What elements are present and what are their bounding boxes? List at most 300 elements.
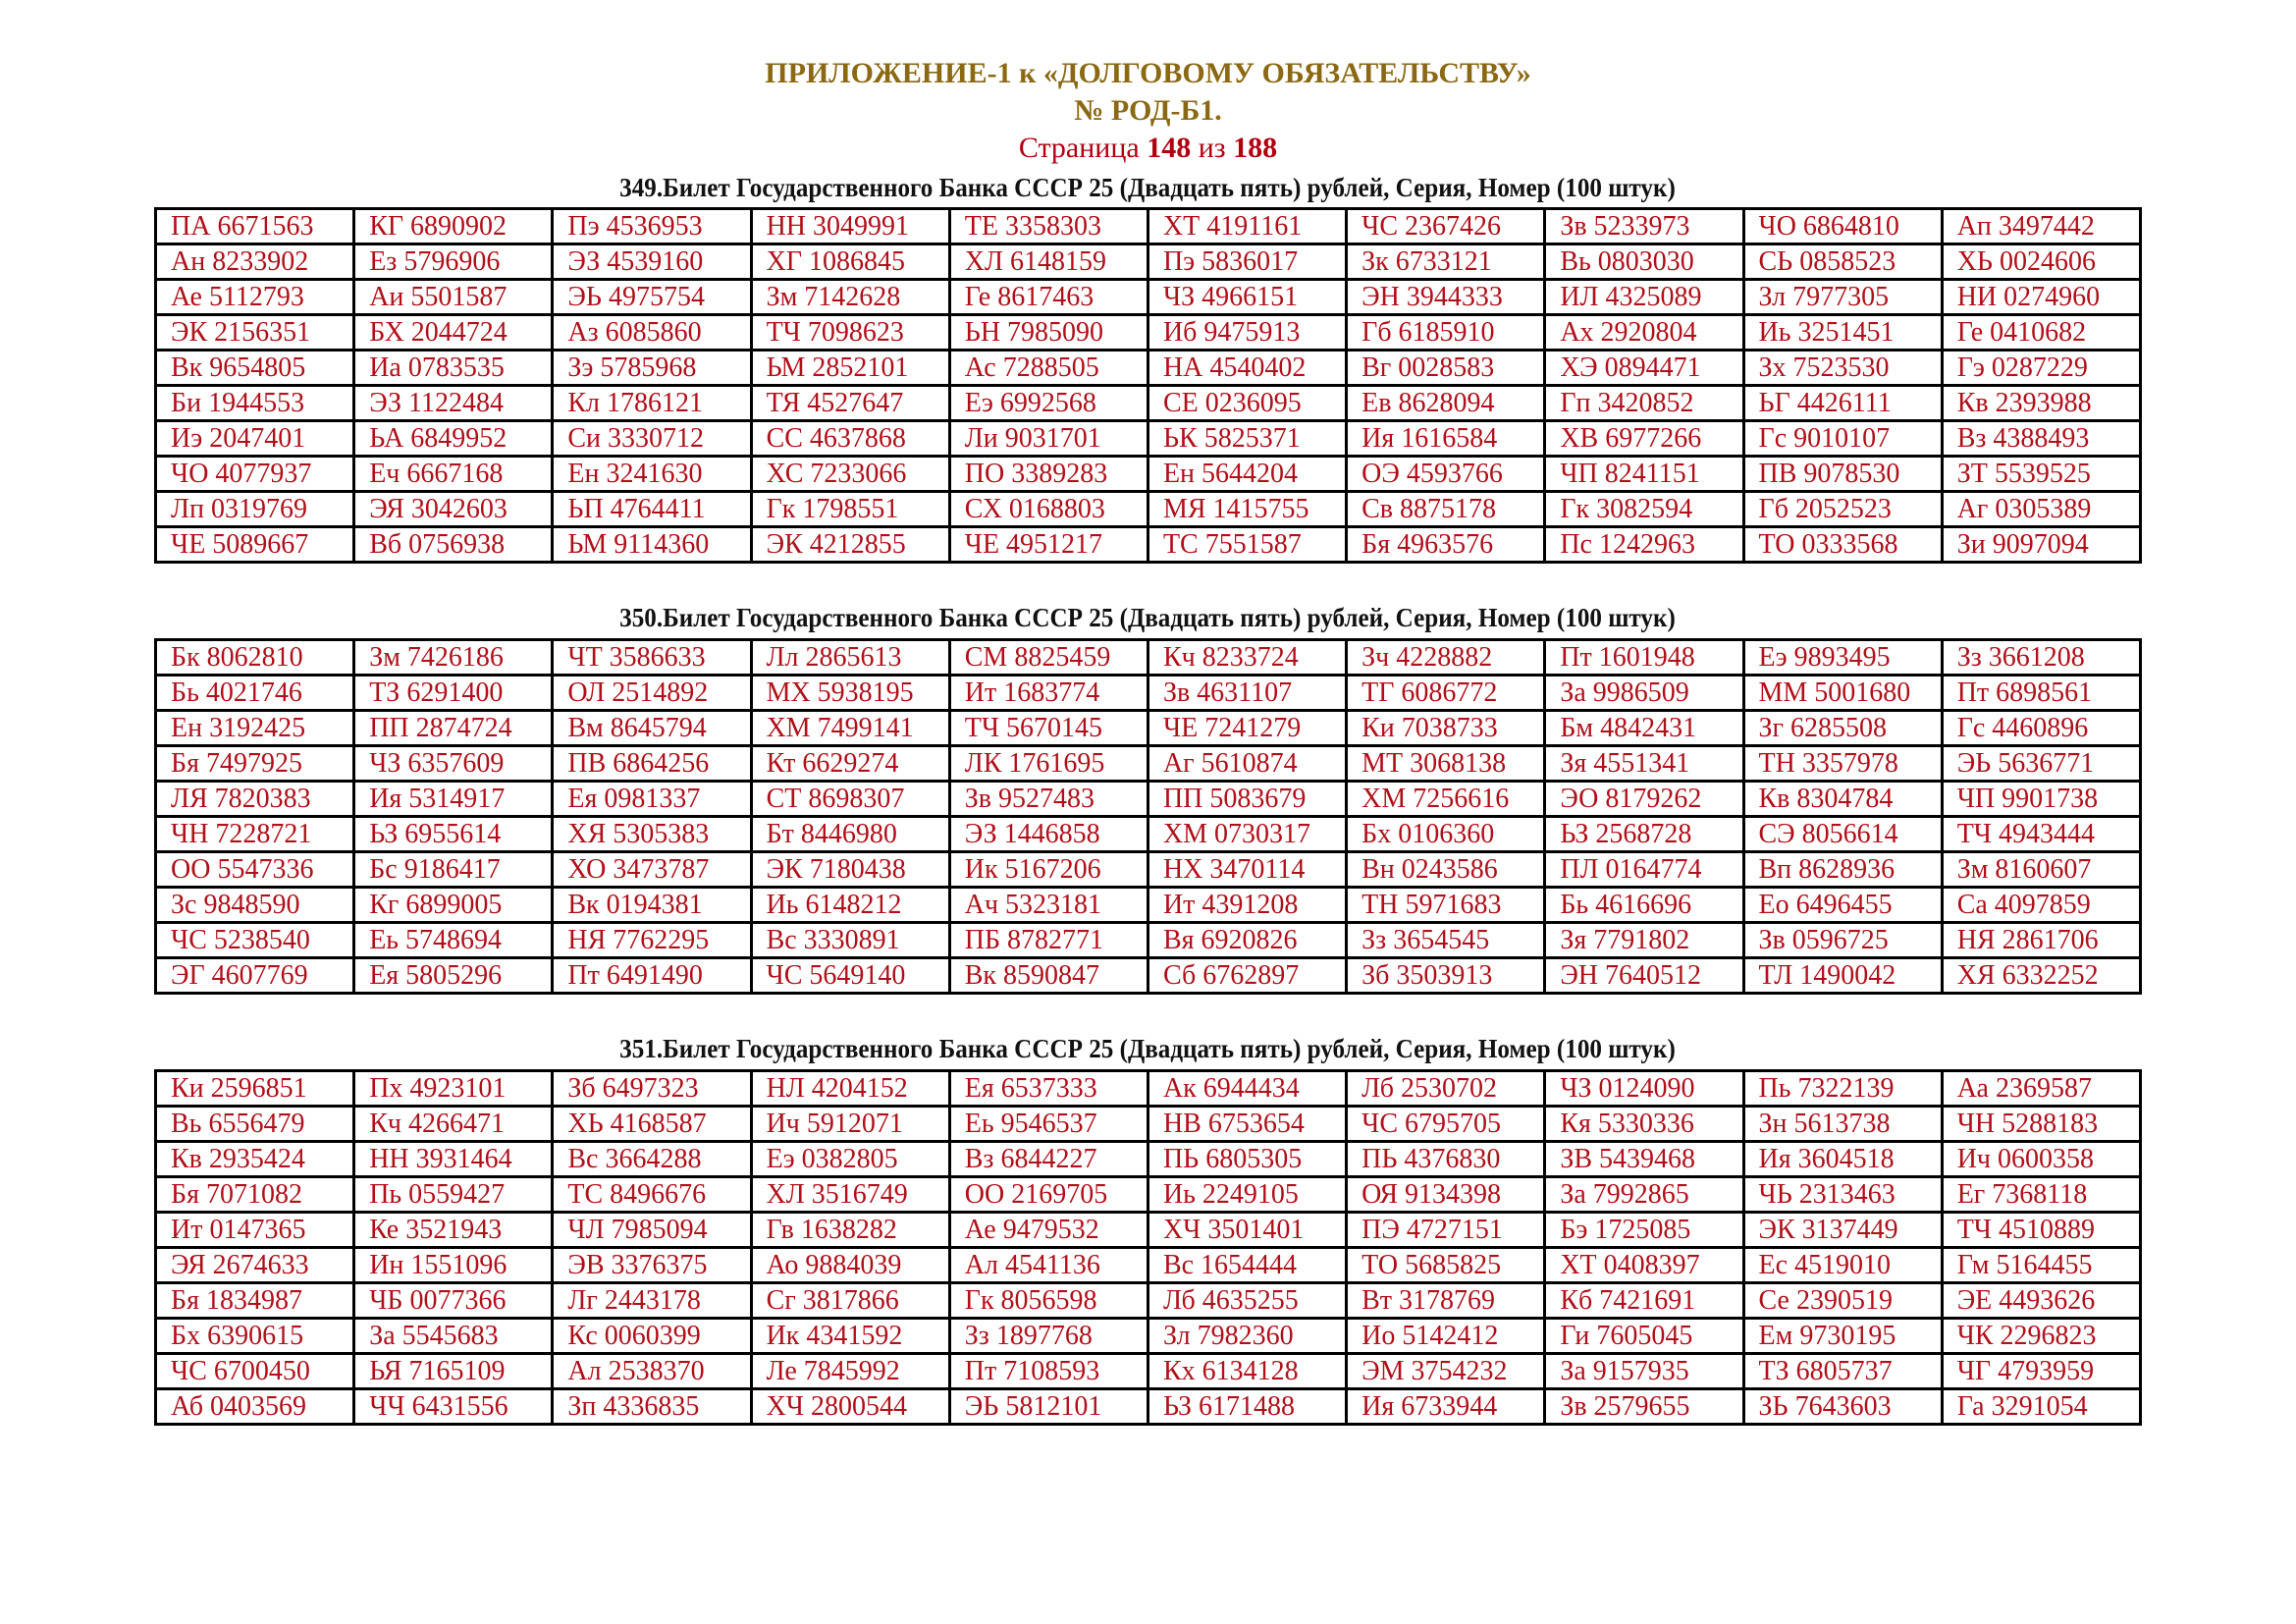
ticket-cell: Ев 8628094 <box>1347 386 1545 421</box>
ticket-cell: Кв 8304784 <box>1743 782 1942 817</box>
ticket-cell: Зв 9527483 <box>949 782 1148 817</box>
ticket-cell: Ак 6944434 <box>1148 1071 1346 1107</box>
table-row <box>156 923 2141 958</box>
table-row <box>156 209 2141 244</box>
ticket-cell: СЕ 0236095 <box>1148 386 1346 421</box>
ticket-cell: Ал 2538370 <box>553 1354 751 1389</box>
ticket-cell: ЭЗ 1446858 <box>949 817 1148 852</box>
ticket-cell: БХ 2044724 <box>354 315 553 351</box>
ticket-cell: Иа 0783535 <box>354 351 553 386</box>
ticket-cell: Се 2390519 <box>1743 1283 1942 1319</box>
ticket-cell: Ик 4341592 <box>751 1319 949 1354</box>
ticket-cell: СМ 8825459 <box>949 640 1148 676</box>
ticket-cell: ХС 7233066 <box>751 457 949 492</box>
ticket-cell: СТ 8698307 <box>751 782 949 817</box>
ticket-cell: Ал 4541136 <box>949 1248 1148 1283</box>
ticket-cell: ЧГ 4793959 <box>1942 1354 2140 1389</box>
ticket-cell: ХТ 4191161 <box>1148 209 1346 244</box>
table-row <box>156 817 2141 852</box>
ticket-cell: ПЬ 4376830 <box>1347 1142 1545 1177</box>
ticket-cell: Гп 3420852 <box>1545 386 1743 421</box>
table-row <box>156 1389 2141 1425</box>
ticket-cell: Вя 6920826 <box>1148 923 1346 958</box>
ticket-cell: Бя 4963576 <box>1347 527 1545 563</box>
ticket-cell: Еь 5748694 <box>354 923 553 958</box>
section-title: 350.Билет Государственного Банка СССР 25 (Двадцать пять) рублей, Серия, Номер (100 штук) <box>619 603 1676 632</box>
ticket-cell: ЗТ 5539525 <box>1942 457 2140 492</box>
ticket-cell: ПА 6671563 <box>156 209 354 244</box>
ticket-cell: Ес 4519010 <box>1743 1248 1942 1283</box>
table-row <box>156 1319 2141 1354</box>
ticket-cell: ЬК 5825371 <box>1148 421 1346 457</box>
section-title: 349.Билет Государственного Банка СССР 25 (Двадцать пять) рублей, Серия, Номер (100 штук) <box>619 173 1676 202</box>
ticket-cell: Ги 7605045 <box>1545 1319 1743 1354</box>
ticket-cell: ХГ 1086845 <box>751 244 949 280</box>
ticket-cell: За 7992865 <box>1545 1177 1743 1213</box>
ticket-cell: Ки 2596851 <box>156 1071 354 1107</box>
table-row <box>156 244 2141 280</box>
ticket-cell: ТО 5685825 <box>1347 1248 1545 1283</box>
ticket-cell: Гк 1798551 <box>751 492 949 527</box>
ticket-cell: ХЭ 0894471 <box>1545 351 1743 386</box>
ticket-cell: Аи 5501587 <box>354 280 553 315</box>
ticket-cell: ХЛ 3516749 <box>751 1177 949 1213</box>
ticket-cell: ЧК 2296823 <box>1942 1319 2140 1354</box>
ticket-cell: ЧЧ 6431556 <box>354 1389 553 1425</box>
ticket-cell: ОЯ 9134398 <box>1347 1177 1545 1213</box>
ticket-cell: ЧС 5649140 <box>751 958 949 994</box>
ticket-cell: Пх 4923101 <box>354 1071 553 1107</box>
table-row <box>156 351 2141 386</box>
ticket-cell: Кя 5330336 <box>1545 1107 1743 1142</box>
ticket-cell: Ия 5314917 <box>354 782 553 817</box>
ticket-cell: Вз 6844227 <box>949 1142 1148 1177</box>
table-row <box>156 1107 2141 1142</box>
ticket-cell: НЛ 4204152 <box>751 1071 949 1107</box>
ticket-cell: Са 4097859 <box>1942 888 2140 923</box>
ticket-cell: ЧЕ 4951217 <box>949 527 1148 563</box>
ticket-cell: Ея 5805296 <box>354 958 553 994</box>
ticket-cell: ЧЗ 0124090 <box>1545 1071 1743 1107</box>
ticket-cell: ПВ 6864256 <box>553 746 751 782</box>
ticket-cell: Пэ 4536953 <box>553 209 751 244</box>
ticket-cell: Вг 0028583 <box>1347 351 1545 386</box>
ticket-cell: ЧС 5238540 <box>156 923 354 958</box>
ticket-cell: ТЗ 6291400 <box>354 676 553 711</box>
table-row <box>156 1354 2141 1389</box>
ticket-cell: ТО 0333568 <box>1743 527 1942 563</box>
ticket-cell: Ин 1551096 <box>354 1248 553 1283</box>
ticket-cell: Бк 8062810 <box>156 640 354 676</box>
ticket-cell: ЭК 3137449 <box>1743 1213 1942 1248</box>
ticket-cell: ПЛ 0164774 <box>1545 852 1743 888</box>
page-total: 188 <box>1233 132 1278 164</box>
ticket-cell: Ез 5796906 <box>354 244 553 280</box>
ticket-cell: ЭО 8179262 <box>1545 782 1743 817</box>
ticket-cell: ЧЕ 5089667 <box>156 527 354 563</box>
ticket-cell: ЬН 7985090 <box>949 315 1148 351</box>
ticket-cell: Пс 1242963 <box>1545 527 1743 563</box>
ticket-cell: Вз 4388493 <box>1942 421 2140 457</box>
ticket-cell: СЭ 8056614 <box>1743 817 1942 852</box>
ticket-cell: Зб 3503913 <box>1347 958 1545 994</box>
ticket-cell: ТН 3357978 <box>1743 746 1942 782</box>
ticket-cell: Вн 0243586 <box>1347 852 1545 888</box>
ticket-cell: Бс 9186417 <box>354 852 553 888</box>
ticket-cell: Ае 9479532 <box>949 1213 1148 1248</box>
ticket-cell: Кв 2935424 <box>156 1142 354 1177</box>
ticket-cell: Лл 2865613 <box>751 640 949 676</box>
ticket-cell: ЭЕ 4493626 <box>1942 1283 2140 1319</box>
ticket-cell: За 9157935 <box>1545 1354 1743 1389</box>
ticket-cell: Зх 7523530 <box>1743 351 1942 386</box>
ticket-cell: ХО 3473787 <box>553 852 751 888</box>
ticket-cell: ЬА 6849952 <box>354 421 553 457</box>
ticket-cell: Ап 3497442 <box>1942 209 2140 244</box>
ticket-cell: СЬ 0858523 <box>1743 244 1942 280</box>
ticket-cell: Зм 7142628 <box>751 280 949 315</box>
ticket-cell: ЭК 4212855 <box>751 527 949 563</box>
ticket-cell: Ен 3241630 <box>553 457 751 492</box>
ticket-cell: ЭМ 3754232 <box>1347 1354 1545 1389</box>
ticket-cell: ЧП 9901738 <box>1942 782 2140 817</box>
ticket-cell: Зм 8160607 <box>1942 852 2140 888</box>
ticket-cell: Св 8875178 <box>1347 492 1545 527</box>
ticket-cell: ЬЗ 6955614 <box>354 817 553 852</box>
ticket-cell: ЬЗ 6171488 <box>1148 1389 1346 1425</box>
ticket-cell: ЧН 5288183 <box>1942 1107 2140 1142</box>
ticket-cell: Вк 0194381 <box>553 888 751 923</box>
ticket-cell: Зэ 5785968 <box>553 351 751 386</box>
table-row <box>156 280 2141 315</box>
ticket-cell: Лб 2530702 <box>1347 1071 1545 1107</box>
ticket-cell: Кч 8233724 <box>1148 640 1346 676</box>
ticket-cell: Аг 5610874 <box>1148 746 1346 782</box>
ticket-cell: Пт 6898561 <box>1942 676 2140 711</box>
ticket-cell: ХЬ 4168587 <box>553 1107 751 1142</box>
ticket-cell: Еэ 0382805 <box>751 1142 949 1177</box>
ticket-cell: Гс 4460896 <box>1942 711 2140 746</box>
ticket-cell: Иь 3251451 <box>1743 315 1942 351</box>
ticket-cell: Вс 3330891 <box>751 923 949 958</box>
ticket-cell: ОЛ 2514892 <box>553 676 751 711</box>
ticket-cell: КГ 6890902 <box>354 209 553 244</box>
ticket-cell: ХТ 0408397 <box>1545 1248 1743 1283</box>
ticket-cell: ТЛ 1490042 <box>1743 958 1942 994</box>
ticket-cell: Бь 4616696 <box>1545 888 1743 923</box>
ticket-cell: ЬМ 9114360 <box>553 527 751 563</box>
ticket-cell: Ен 5644204 <box>1148 457 1346 492</box>
ticket-cell: ЭВ 3376375 <box>553 1248 751 1283</box>
ticket-cell: Иэ 2047401 <box>156 421 354 457</box>
ticket-cell: Пт 7108593 <box>949 1354 1148 1389</box>
ticket-cell: Пт 1601948 <box>1545 640 1743 676</box>
ticket-cell: ЗВ 5439468 <box>1545 1142 1743 1177</box>
table-row <box>156 1213 2141 1248</box>
ticket-cell: Еь 9546537 <box>949 1107 1148 1142</box>
ticket-cell: ТЧ 4510889 <box>1942 1213 2140 1248</box>
table-row <box>156 1177 2141 1213</box>
table-row <box>156 527 2141 563</box>
ticket-cell: ЧЕ 7241279 <box>1148 711 1346 746</box>
ticket-cell: ХМ 0730317 <box>1148 817 1346 852</box>
ticket-cell: ЭН 3944333 <box>1347 280 1545 315</box>
ticket-cell: Вь 6556479 <box>156 1107 354 1142</box>
ticket-cell: Гк 8056598 <box>949 1283 1148 1319</box>
ticket-cell: ХЛ 6148159 <box>949 244 1148 280</box>
ticket-cell: Гэ 0287229 <box>1942 351 2140 386</box>
ticket-cell: Зл 7977305 <box>1743 280 1942 315</box>
ticket-cell: НИ 0274960 <box>1942 280 2140 315</box>
ticket-cell: Га 3291054 <box>1942 1389 2140 1425</box>
ticket-cell: Пь 0559427 <box>354 1177 553 1213</box>
ticket-cell: Кв 2393988 <box>1942 386 2140 421</box>
ticket-cell: Зя 7791802 <box>1545 923 1743 958</box>
ticket-cell: Ит 1683774 <box>949 676 1148 711</box>
ticket-cell: Зб 6497323 <box>553 1071 751 1107</box>
ticket-cell: НЯ 7762295 <box>553 923 751 958</box>
ticket-cell: Лб 4635255 <box>1148 1283 1346 1319</box>
ticket-cell: ПБ 8782771 <box>949 923 1148 958</box>
ticket-cell: МХ 5938195 <box>751 676 949 711</box>
ticket-cell: ЧЗ 4966151 <box>1148 280 1346 315</box>
ticket-cell: ЭЗ 1122484 <box>354 386 553 421</box>
ticket-cell: Иб 9475913 <box>1148 315 1346 351</box>
ticket-cell: СС 4637868 <box>751 421 949 457</box>
ticket-cell: Зл 7982360 <box>1148 1319 1346 1354</box>
ticket-cell: Вб 0756938 <box>354 527 553 563</box>
ticket-cell: ХМ 7499141 <box>751 711 949 746</box>
ticket-cell: ИЛ 4325089 <box>1545 280 1743 315</box>
ticket-cell: Зм 7426186 <box>354 640 553 676</box>
ticket-cell: ЧС 6700450 <box>156 1354 354 1389</box>
ticket-cell: Ия 3604518 <box>1743 1142 1942 1177</box>
ticket-cell: ХЬ 0024606 <box>1942 244 2140 280</box>
ticket-cell: ТС 7551587 <box>1148 527 1346 563</box>
ticket-cell: Пт 6491490 <box>553 958 751 994</box>
ticket-cell: Ич 0600358 <box>1942 1142 2140 1177</box>
ticket-cell: ЧБ 0077366 <box>354 1283 553 1319</box>
ticket-cell: Вс 3664288 <box>553 1142 751 1177</box>
ticket-cell: МТ 3068138 <box>1347 746 1545 782</box>
table-row <box>156 711 2141 746</box>
ticket-cell: Аа 2369587 <box>1942 1071 2140 1107</box>
ticket-cell: ТН 5971683 <box>1347 888 1545 923</box>
table-row <box>156 492 2141 527</box>
table-row <box>156 888 2141 923</box>
ticket-cell: ЬЗ 2568728 <box>1545 817 1743 852</box>
ticket-cell: Зг 6285508 <box>1743 711 1942 746</box>
table-row <box>156 457 2141 492</box>
ticket-cell: Ем 9730195 <box>1743 1319 1942 1354</box>
ticket-cell: Ао 9884039 <box>751 1248 949 1283</box>
ticket-cell: НХ 3470114 <box>1148 852 1346 888</box>
section-title: 351.Билет Государственного Банка СССР 25 (Двадцать пять) рублей, Серия, Номер (100 штук) <box>619 1034 1676 1063</box>
ticket-cell: Бя 7497925 <box>156 746 354 782</box>
ticket-cell: Бя 7071082 <box>156 1177 354 1213</box>
table-row <box>156 1248 2141 1283</box>
page-current: 148 <box>1147 132 1192 164</box>
ticket-cell: Ия 1616584 <box>1347 421 1545 457</box>
ticket-cell: ПО 3389283 <box>949 457 1148 492</box>
ticket-cell: ЧЛ 7985094 <box>553 1213 751 1248</box>
ticket-cell: ММ 5001680 <box>1743 676 1942 711</box>
ticket-cell: НН 3931464 <box>354 1142 553 1177</box>
ticket-cell: Зн 5613738 <box>1743 1107 1942 1142</box>
ticket-cell: ЭЬ 5636771 <box>1942 746 2140 782</box>
ticket-cell: ПВ 9078530 <box>1743 457 1942 492</box>
ticket-cell: ХМ 7256616 <box>1347 782 1545 817</box>
ticket-cell: НЯ 2861706 <box>1942 923 2140 958</box>
ticket-cell: Зк 6733121 <box>1347 244 1545 280</box>
ticket-cell: Кх 6134128 <box>1148 1354 1346 1389</box>
ticket-cell: Еэ 9893495 <box>1743 640 1942 676</box>
ticket-cell: ОО 5547336 <box>156 852 354 888</box>
ticket-cell: Аз 6085860 <box>553 315 751 351</box>
ticket-cell: ЛЯ 7820383 <box>156 782 354 817</box>
ticket-cell: Ке 3521943 <box>354 1213 553 1248</box>
ticket-cell: ТЧ 5670145 <box>949 711 1148 746</box>
ticket-cell: НН 3049991 <box>751 209 949 244</box>
table-row <box>156 1283 2141 1319</box>
ticket-cell: ЬЯ 7165109 <box>354 1354 553 1389</box>
ticket-cell: Гк 3082594 <box>1545 492 1743 527</box>
ticket-cell: ОО 2169705 <box>949 1177 1148 1213</box>
ticket-cell: Ге 8617463 <box>949 280 1148 315</box>
ticket-cell: За 5545683 <box>354 1319 553 1354</box>
ticket-cell: ТЧ 7098623 <box>751 315 949 351</box>
ticket-cell: Бэ 1725085 <box>1545 1213 1743 1248</box>
ticket-cell: Кч 4266471 <box>354 1107 553 1142</box>
ticket-cell: ЛК 1761695 <box>949 746 1148 782</box>
ticket-cell: ХЧ 3501401 <box>1148 1213 1346 1248</box>
ticket-cell: Вп 8628936 <box>1743 852 1942 888</box>
table-row <box>156 386 2141 421</box>
ticket-cell: ЭЬ 4975754 <box>553 280 751 315</box>
ticket-cell: Иь 2249105 <box>1148 1177 1346 1213</box>
ticket-cell: ТЧ 4943444 <box>1942 817 2140 852</box>
ticket-cell: ТЗ 6805737 <box>1743 1354 1942 1389</box>
ticket-table <box>154 638 2142 995</box>
ticket-cell: ТЕ 3358303 <box>949 209 1148 244</box>
ticket-cell: СХ 0168803 <box>949 492 1148 527</box>
ticket-cell: ХЧ 2800544 <box>751 1389 949 1425</box>
ticket-cell: МЯ 1415755 <box>1148 492 1346 527</box>
ticket-cell: ЭГ 4607769 <box>156 958 354 994</box>
ticket-cell: ЧП 8241151 <box>1545 457 1743 492</box>
ticket-cell: Ео 6496455 <box>1743 888 1942 923</box>
ticket-cell: Бх 6390615 <box>156 1319 354 1354</box>
ticket-cell: Ае 5112793 <box>156 280 354 315</box>
ticket-cell: Бь 4021746 <box>156 676 354 711</box>
ticket-cell: ЭН 7640512 <box>1545 958 1743 994</box>
ticket-cell: Бя 1834987 <box>156 1283 354 1319</box>
ticket-cell: Аг 0305389 <box>1942 492 2140 527</box>
ticket-cell: Бм 4842431 <box>1545 711 1743 746</box>
ticket-cell: Ея 6537333 <box>949 1071 1148 1107</box>
ticket-cell: ЧС 2367426 <box>1347 209 1545 244</box>
ticket-cell: Гб 2052523 <box>1743 492 1942 527</box>
ticket-cell: ЭЯ 2674633 <box>156 1248 354 1283</box>
ticket-cell: Лп 0319769 <box>156 492 354 527</box>
ticket-cell: Гв 1638282 <box>751 1213 949 1248</box>
page-indicator <box>0 132 2296 165</box>
ticket-cell: Ле 7845992 <box>751 1354 949 1389</box>
ticket-cell: ЬП 4764411 <box>553 492 751 527</box>
ticket-cell: Вк 9654805 <box>156 351 354 386</box>
ticket-cell: ЭЬ 5812101 <box>949 1389 1148 1425</box>
ticket-cell: За 9986509 <box>1545 676 1743 711</box>
ticket-cell: ЧЗ 6357609 <box>354 746 553 782</box>
ticket-cell: ЭЗ 4539160 <box>553 244 751 280</box>
ticket-cell: Вт 3178769 <box>1347 1283 1545 1319</box>
ticket-cell: Ит 0147365 <box>156 1213 354 1248</box>
ticket-cell: ЧО 6864810 <box>1743 209 1942 244</box>
ticket-cell: ЭЯ 3042603 <box>354 492 553 527</box>
table-row <box>156 315 2141 351</box>
ticket-cell: ХЯ 5305383 <box>553 817 751 852</box>
ticket-cell: ПЬ 6805305 <box>1148 1142 1346 1177</box>
ticket-cell: Ио 5142412 <box>1347 1319 1545 1354</box>
ticket-cell: Зя 4551341 <box>1545 746 1743 782</box>
ticket-cell: Ия 6733944 <box>1347 1389 1545 1425</box>
ticket-cell: ОЭ 4593766 <box>1347 457 1545 492</box>
ticket-cell: Зз 3654545 <box>1347 923 1545 958</box>
ticket-cell: Сб 6762897 <box>1148 958 1346 994</box>
ticket-cell: Зв 4631107 <box>1148 676 1346 711</box>
ticket-cell: Ге 0410682 <box>1942 315 2140 351</box>
ticket-cell: Би 1944553 <box>156 386 354 421</box>
ticket-table <box>154 207 2142 564</box>
ticket-cell: ЭК 2156351 <box>156 315 354 351</box>
ticket-cell: ТС 8496676 <box>553 1177 751 1213</box>
ticket-cell: Зв 2579655 <box>1545 1389 1743 1425</box>
ticket-cell: Иь 6148212 <box>751 888 949 923</box>
ticket-table <box>154 1069 2142 1426</box>
ticket-cell: ЬГ 4426111 <box>1743 386 1942 421</box>
table-row <box>156 1071 2141 1107</box>
ticket-cell: Сг 3817866 <box>751 1283 949 1319</box>
table-row <box>156 852 2141 888</box>
ticket-cell: Зс 9848590 <box>156 888 354 923</box>
ticket-cell: Бт 8446980 <box>751 817 949 852</box>
ticket-cell: Ен 3192425 <box>156 711 354 746</box>
ticket-cell: Аб 0403569 <box>156 1389 354 1425</box>
ticket-cell: Гм 5164455 <box>1942 1248 2140 1283</box>
ticket-cell: Вм 8645794 <box>553 711 751 746</box>
page-of: из <box>1198 132 1226 164</box>
ticket-cell: Еэ 6992568 <box>949 386 1148 421</box>
table-row <box>156 746 2141 782</box>
table-row <box>156 640 2141 676</box>
ticket-cell: Ах 2920804 <box>1545 315 1743 351</box>
ticket-cell: Ея 0981337 <box>553 782 751 817</box>
ticket-cell: Ич 5912071 <box>751 1107 949 1142</box>
ticket-cell: Зз 3661208 <box>1942 640 2140 676</box>
ticket-cell: Ик 5167206 <box>949 852 1148 888</box>
ticket-cell: Лг 2443178 <box>553 1283 751 1319</box>
ticket-cell: Вь 0803030 <box>1545 244 1743 280</box>
ticket-cell: Гс 9010107 <box>1743 421 1942 457</box>
ticket-cell: Кг 6899005 <box>354 888 553 923</box>
ticket-cell: ТГ 6086772 <box>1347 676 1545 711</box>
ticket-cell: Кб 7421691 <box>1545 1283 1743 1319</box>
ticket-cell: Пь 7322139 <box>1743 1071 1942 1107</box>
ticket-cell: Ит 4391208 <box>1148 888 1346 923</box>
table-row <box>156 782 2141 817</box>
ticket-cell: Зз 1897768 <box>949 1319 1148 1354</box>
table-row <box>156 676 2141 711</box>
